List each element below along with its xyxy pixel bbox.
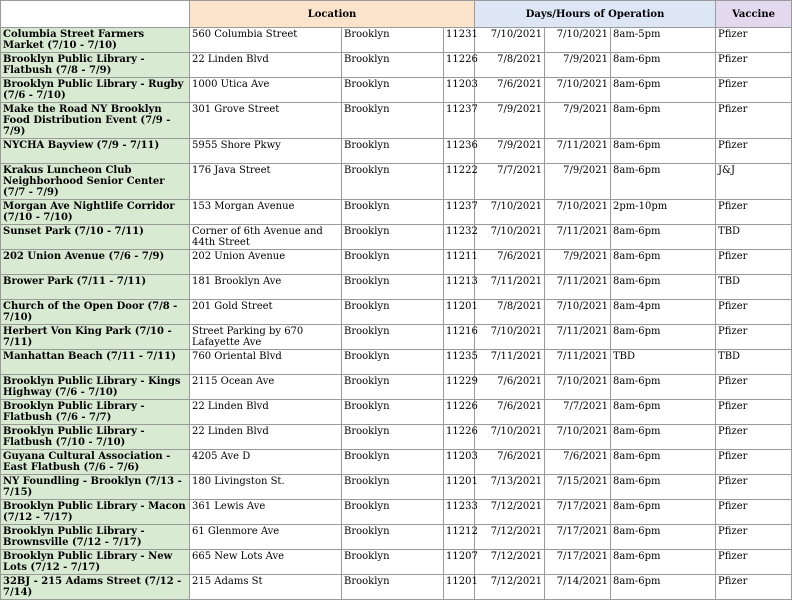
end-date-cell: 7/17/2021 xyxy=(545,525,611,550)
zip-cell: 11212 xyxy=(444,525,475,550)
address-cell: 5955 Shore Pkwy xyxy=(190,139,342,164)
hours-cell: TBD xyxy=(611,350,716,375)
hours-cell: 8am-6pm xyxy=(611,325,716,350)
end-date-cell: 7/10/2021 xyxy=(545,200,611,225)
table-row xyxy=(1,400,792,425)
start-date-cell: 7/13/2021 xyxy=(475,475,545,500)
end-date-cell: 7/10/2021 xyxy=(545,375,611,400)
end-date-cell: 7/10/2021 xyxy=(545,300,611,325)
address-cell: 61 Glenmore Ave xyxy=(190,525,342,550)
address-cell: 4205 Ave D xyxy=(190,450,342,475)
zip-cell: 11201 xyxy=(444,575,475,600)
start-date-cell: 7/10/2021 xyxy=(475,225,545,250)
borough-cell: Brooklyn xyxy=(342,350,444,375)
site-name-cell: Make the Road NY Brooklyn Food Distribution Event (7/9 - 7/9) xyxy=(1,103,190,139)
borough-cell: Brooklyn xyxy=(342,225,444,250)
zip-cell: 11201 xyxy=(444,300,475,325)
vaccine-cell: Pfizer xyxy=(716,550,792,575)
table-row xyxy=(1,103,792,139)
table-row xyxy=(1,325,792,350)
start-date-cell: 7/10/2021 xyxy=(475,325,545,350)
vaccine-cell: TBD xyxy=(716,275,792,300)
vaccine-cell: Pfizer xyxy=(716,103,792,139)
header-row xyxy=(1,1,792,28)
end-date-cell: 7/15/2021 xyxy=(545,475,611,500)
hours-cell: 8am-5pm xyxy=(611,28,716,53)
address-cell: 2115 Ocean Ave xyxy=(190,375,342,400)
site-name-cell: Columbia Street Farmers Market (7/10 - 7/10) xyxy=(1,28,190,53)
end-date-cell: 7/10/2021 xyxy=(545,425,611,450)
site-name-cell: Sunset Park (7/10 - 7/11) xyxy=(1,225,190,250)
vaccine-cell: Pfizer xyxy=(716,425,792,450)
table-row xyxy=(1,425,792,450)
end-date-cell: 7/11/2021 xyxy=(545,225,611,250)
borough-cell: Brooklyn xyxy=(342,500,444,525)
end-date-cell: 7/7/2021 xyxy=(545,400,611,425)
address-cell: 201 Gold Street xyxy=(190,300,342,325)
hours-cell: 8am-6pm xyxy=(611,525,716,550)
start-date-cell: 7/9/2021 xyxy=(475,103,545,139)
borough-cell: Brooklyn xyxy=(342,300,444,325)
end-date-cell: 7/9/2021 xyxy=(545,164,611,200)
address-cell: 1000 Utica Ave xyxy=(190,78,342,103)
start-date-cell: 7/6/2021 xyxy=(475,375,545,400)
site-name-cell: Brower Park (7/11 - 7/11) xyxy=(1,275,190,300)
address-cell: 560 Columbia Street xyxy=(190,28,342,53)
table-row xyxy=(1,475,792,500)
zip-cell: 11236 xyxy=(444,139,475,164)
zip-cell: 11213 xyxy=(444,275,475,300)
site-name-cell: Church of the Open Door (7/8 - 7/10) xyxy=(1,300,190,325)
end-date-cell: 7/14/2021 xyxy=(545,575,611,600)
start-date-cell: 7/6/2021 xyxy=(475,400,545,425)
header-blank-cell xyxy=(1,1,190,28)
start-date-cell: 7/12/2021 xyxy=(475,575,545,600)
table-row xyxy=(1,300,792,325)
end-date-cell: 7/10/2021 xyxy=(545,28,611,53)
hours-cell: 8am-6pm xyxy=(611,500,716,525)
vaccine-cell: Pfizer xyxy=(716,53,792,78)
end-date-cell: 7/11/2021 xyxy=(545,350,611,375)
vaccine-cell: Pfizer xyxy=(716,525,792,550)
start-date-cell: 7/12/2021 xyxy=(475,550,545,575)
hours-cell: 8am-6pm xyxy=(611,275,716,300)
zip-cell: 11233 xyxy=(444,500,475,525)
end-date-cell: 7/9/2021 xyxy=(545,53,611,78)
vaccine-cell: Pfizer xyxy=(716,450,792,475)
start-date-cell: 7/10/2021 xyxy=(475,425,545,450)
site-name-cell: 32BJ - 215 Adams Street (7/12 - 7/14) xyxy=(1,575,190,600)
hours-cell: 8am-6pm xyxy=(611,375,716,400)
vaccine-cell: Pfizer xyxy=(716,139,792,164)
hours-cell: 8am-6pm xyxy=(611,78,716,103)
site-name-cell: Manhattan Beach (7/11 - 7/11) xyxy=(1,350,190,375)
hours-cell: 8am-6pm xyxy=(611,450,716,475)
vaccine-cell: Pfizer xyxy=(716,375,792,400)
zip-cell: 11231 xyxy=(444,28,475,53)
hours-cell: 8am-4pm xyxy=(611,300,716,325)
start-date-cell: 7/12/2021 xyxy=(475,525,545,550)
address-cell: 22 Linden Blvd xyxy=(190,425,342,450)
end-date-cell: 7/17/2021 xyxy=(545,500,611,525)
site-name-cell: Brooklyn Public Library - Macon (7/12 - 7/17) xyxy=(1,500,190,525)
borough-cell: Brooklyn xyxy=(342,325,444,350)
hours-cell: 8am-6pm xyxy=(611,225,716,250)
end-date-cell: 7/11/2021 xyxy=(545,139,611,164)
borough-cell: Brooklyn xyxy=(342,139,444,164)
table-row xyxy=(1,200,792,225)
table-row xyxy=(1,164,792,200)
table-row xyxy=(1,225,792,250)
end-date-cell: 7/10/2021 xyxy=(545,78,611,103)
borough-cell: Brooklyn xyxy=(342,375,444,400)
zip-cell: 11229 xyxy=(444,375,475,400)
table-row xyxy=(1,275,792,300)
vaccine-cell: Pfizer xyxy=(716,200,792,225)
zip-cell: 11216 xyxy=(444,325,475,350)
end-date-cell: 7/11/2021 xyxy=(545,325,611,350)
vaccine-cell: Pfizer xyxy=(716,250,792,275)
end-date-cell: 7/9/2021 xyxy=(545,250,611,275)
hours-cell: 8am-6pm xyxy=(611,139,716,164)
zip-cell: 11237 xyxy=(444,103,475,139)
borough-cell: Brooklyn xyxy=(342,475,444,500)
start-date-cell: 7/11/2021 xyxy=(475,350,545,375)
zip-cell: 11237 xyxy=(444,200,475,225)
start-date-cell: 7/10/2021 xyxy=(475,200,545,225)
borough-cell: Brooklyn xyxy=(342,103,444,139)
site-name-cell: Brooklyn Public Library - Flatbush (7/6 - 7/7) xyxy=(1,400,190,425)
zip-cell: 11211 xyxy=(444,250,475,275)
zip-cell: 11201 xyxy=(444,475,475,500)
site-name-cell: Krakus Luncheon Club Neighborhood Senior Center (7/7 - 7/9) xyxy=(1,164,190,200)
vaccine-cell: TBD xyxy=(716,350,792,375)
borough-cell: Brooklyn xyxy=(342,28,444,53)
vaccine-cell: Pfizer xyxy=(716,575,792,600)
site-name-cell: Herbert Von King Park (7/10 - 7/11) xyxy=(1,325,190,350)
table-row xyxy=(1,250,792,275)
start-date-cell: 7/6/2021 xyxy=(475,450,545,475)
hours-cell: 8am-6pm xyxy=(611,475,716,500)
site-name-cell: 202 Union Avenue (7/6 - 7/9) xyxy=(1,250,190,275)
borough-cell: Brooklyn xyxy=(342,425,444,450)
vaccine-cell: Pfizer xyxy=(716,78,792,103)
site-name-cell: Guyana Cultural Association - East Flatbush (7/6 - 7/6) xyxy=(1,450,190,475)
table-row xyxy=(1,350,792,375)
table-row xyxy=(1,500,792,525)
table-row xyxy=(1,53,792,78)
site-name-cell: Brooklyn Public Library - Kings Highway (7/6 - 7/10) xyxy=(1,375,190,400)
start-date-cell: 7/10/2021 xyxy=(475,28,545,53)
borough-cell: Brooklyn xyxy=(342,550,444,575)
address-cell: 361 Lewis Ave xyxy=(190,500,342,525)
hours-cell: 8am-6pm xyxy=(611,250,716,275)
address-cell: 215 Adams St xyxy=(190,575,342,600)
start-date-cell: 7/12/2021 xyxy=(475,500,545,525)
start-date-cell: 7/8/2021 xyxy=(475,300,545,325)
end-date-cell: 7/9/2021 xyxy=(545,103,611,139)
borough-cell: Brooklyn xyxy=(342,53,444,78)
start-date-cell: 7/9/2021 xyxy=(475,139,545,164)
zip-cell: 11226 xyxy=(444,400,475,425)
table-row xyxy=(1,450,792,475)
site-name-cell: NY Foundling - Brooklyn (7/13 - 7/15) xyxy=(1,475,190,500)
hours-cell: 8am-6pm xyxy=(611,575,716,600)
vaccine-cell: Pfizer xyxy=(716,500,792,525)
address-cell: 181 Brooklyn Ave xyxy=(190,275,342,300)
hours-cell: 8am-6pm xyxy=(611,550,716,575)
table-row xyxy=(1,28,792,53)
hours-cell: 8am-6pm xyxy=(611,425,716,450)
hours-cell: 8am-6pm xyxy=(611,103,716,139)
address-cell: 22 Linden Blvd xyxy=(190,53,342,78)
borough-cell: Brooklyn xyxy=(342,200,444,225)
hours-cell: 8am-6pm xyxy=(611,164,716,200)
zip-cell: 11232 xyxy=(444,225,475,250)
vaccine-cell: J&J xyxy=(716,164,792,200)
hours-cell: 8am-6pm xyxy=(611,400,716,425)
borough-cell: Brooklyn xyxy=(342,575,444,600)
address-cell: 202 Union Avenue xyxy=(190,250,342,275)
table-row xyxy=(1,78,792,103)
table-row xyxy=(1,375,792,400)
address-cell: 22 Linden Blvd xyxy=(190,400,342,425)
address-cell: 176 Java Street xyxy=(190,164,342,200)
zip-cell: 11203 xyxy=(444,450,475,475)
borough-cell: Brooklyn xyxy=(342,450,444,475)
vaccine-cell: Pfizer xyxy=(716,400,792,425)
hours-cell: 2pm-10pm xyxy=(611,200,716,225)
address-cell: 180 Livingston St. xyxy=(190,475,342,500)
vaccine-cell: TBD xyxy=(716,225,792,250)
table-row xyxy=(1,139,792,164)
site-name-cell: Brooklyn Public Library - Brownsville (7/12 - 7/17) xyxy=(1,525,190,550)
site-name-cell: Brooklyn Public Library - Flatbush (7/10 - 7/10) xyxy=(1,425,190,450)
table-row xyxy=(1,550,792,575)
start-date-cell: 7/6/2021 xyxy=(475,78,545,103)
location-header: Location xyxy=(190,1,475,28)
site-name-cell: Morgan Ave Nightlife Corridor (7/10 - 7/10) xyxy=(1,200,190,225)
vaccine-cell: Pfizer xyxy=(716,300,792,325)
end-date-cell: 7/11/2021 xyxy=(545,275,611,300)
borough-cell: Brooklyn xyxy=(342,275,444,300)
address-cell: 760 Oriental Blvd xyxy=(190,350,342,375)
site-name-cell: Brooklyn Public Library - Rugby (7/6 - 7/10) xyxy=(1,78,190,103)
zip-cell: 11203 xyxy=(444,78,475,103)
start-date-cell: 7/6/2021 xyxy=(475,250,545,275)
start-date-cell: 7/7/2021 xyxy=(475,164,545,200)
vaccine-cell: Pfizer xyxy=(716,325,792,350)
hours-cell: 8am-6pm xyxy=(611,53,716,78)
borough-cell: Brooklyn xyxy=(342,164,444,200)
start-date-cell: 7/8/2021 xyxy=(475,53,545,78)
site-name-cell: NYCHA Bayview (7/9 - 7/11) xyxy=(1,139,190,164)
address-cell: Corner of 6th Avenue and 44th Street xyxy=(190,225,342,250)
vaccine-header: Vaccine xyxy=(716,1,792,28)
site-name-cell: Brooklyn Public Library - New Lots (7/12 - 7/17) xyxy=(1,550,190,575)
borough-cell: Brooklyn xyxy=(342,400,444,425)
table-body xyxy=(1,28,792,600)
address-cell: 665 New Lots Ave xyxy=(190,550,342,575)
borough-cell: Brooklyn xyxy=(342,250,444,275)
days-hours-header: Days/Hours of Operation xyxy=(475,1,716,28)
table-row xyxy=(1,575,792,600)
vaccine-cell: Pfizer xyxy=(716,475,792,500)
address-cell: Street Parking by 670 Lafayette Ave xyxy=(190,325,342,350)
address-cell: 301 Grove Street xyxy=(190,103,342,139)
end-date-cell: 7/17/2021 xyxy=(545,550,611,575)
zip-cell: 11226 xyxy=(444,425,475,450)
zip-cell: 11235 xyxy=(444,350,475,375)
borough-cell: Brooklyn xyxy=(342,78,444,103)
zip-cell: 11226 xyxy=(444,53,475,78)
site-name-cell: Brooklyn Public Library - Flatbush (7/8 - 7/9) xyxy=(1,53,190,78)
table-row xyxy=(1,525,792,550)
zip-cell: 11222 xyxy=(444,164,475,200)
zip-cell: 11207 xyxy=(444,550,475,575)
vaccine-cell: Pfizer xyxy=(716,28,792,53)
end-date-cell: 7/6/2021 xyxy=(545,450,611,475)
borough-cell: Brooklyn xyxy=(342,525,444,550)
start-date-cell: 7/11/2021 xyxy=(475,275,545,300)
address-cell: 153 Morgan Avenue xyxy=(190,200,342,225)
